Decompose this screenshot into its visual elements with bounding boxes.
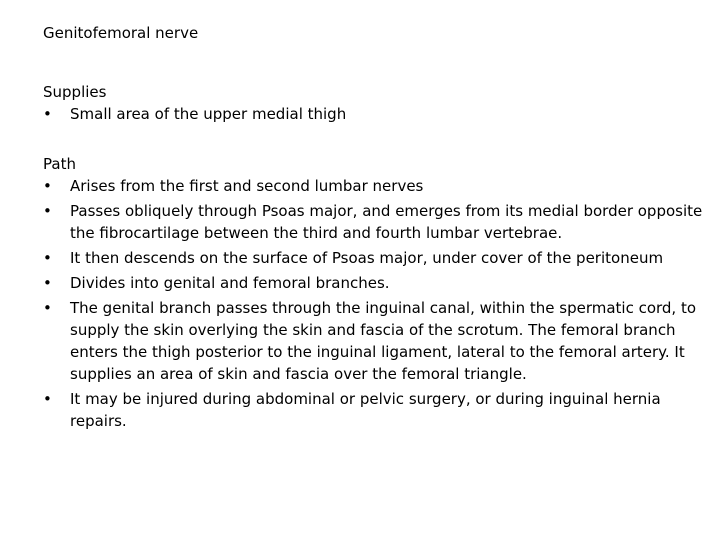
supplies-heading: Supplies — [43, 83, 107, 101]
list-item — [43, 297, 703, 385]
list-item — [43, 247, 703, 269]
bullet-icon: • — [43, 390, 52, 408]
bullet-icon: • — [43, 177, 52, 195]
slide-content — [43, 22, 703, 435]
list-item-text: It may be injured during abdominal or pelvic surgery, or during inguinal hernia repairs. — [70, 390, 661, 430]
list-item-text: The genital branch passes through the inguinal canal, within the spermatic cord, to supply the skin overlying the skin and fascia of the scrotum. The femoral branch enters the thigh posterior to the inguinal ligament, lateral to the femoral artery. It supplies an area of skin and fascia over the femoral triangle. — [70, 299, 697, 383]
list-item — [43, 388, 703, 432]
path-heading: Path — [43, 155, 76, 173]
bullet-icon: • — [43, 274, 52, 292]
bullet-icon: • — [43, 299, 52, 317]
list-item — [43, 103, 703, 125]
supplies-list — [43, 103, 703, 125]
list-item — [43, 175, 703, 197]
bullet-icon: • — [43, 202, 52, 220]
list-item-text: Passes obliquely through Psoas major, and emerges from its medial border opposite the fibrocartilage between the third and fourth lumbar vertebrae. — [70, 202, 703, 242]
list-item-text: It then descends on the surface of Psoas major, under cover of the peritoneum — [70, 249, 664, 267]
path-list — [43, 175, 703, 432]
list-item-text: Small area of the upper medial thigh — [70, 105, 347, 123]
list-item-text: Divides into genital and femoral branches. — [70, 274, 390, 292]
list-item-text: Arises from the first and second lumbar nerves — [70, 177, 424, 195]
page-title: Genitofemoral nerve — [43, 24, 199, 42]
list-item — [43, 200, 703, 244]
bullet-icon: • — [43, 249, 52, 267]
list-item — [43, 272, 703, 294]
bullet-icon: • — [43, 105, 52, 123]
